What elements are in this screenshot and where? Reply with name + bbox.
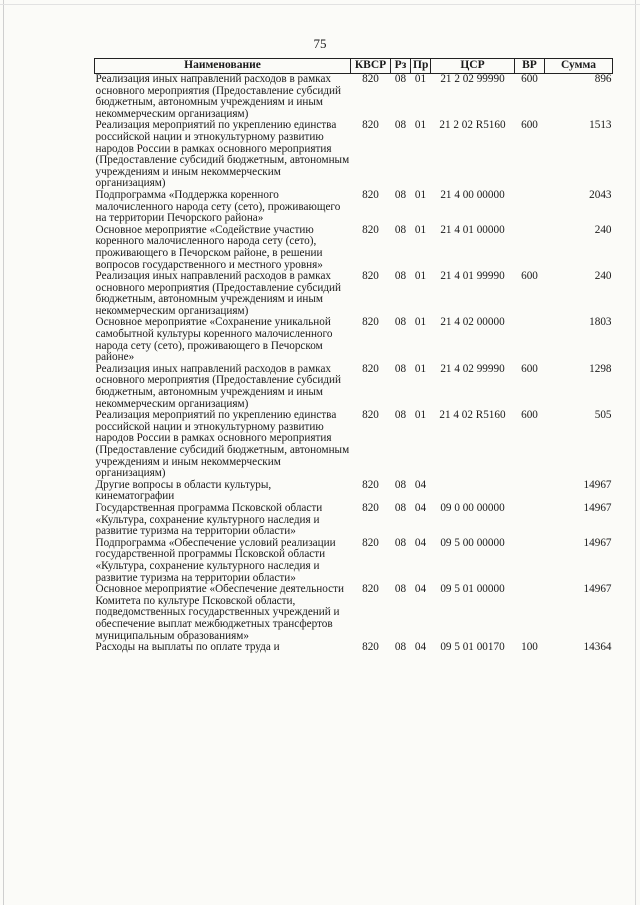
row-sum: 14967 (583, 536, 612, 549)
row-vr: 600 (521, 409, 538, 422)
row-kvsr: 820 (362, 409, 379, 422)
row-csr (431, 480, 515, 503)
row-pr: 01 (414, 73, 427, 85)
row-kvsr: 820 (362, 270, 379, 283)
row-pr: 01 (414, 270, 427, 283)
row-name: Подпрограмма «Поддержка коренного малочисленного народа сету (сето), проживающего на территории Печорского района» (95, 188, 341, 225)
row-pr: 04 (414, 536, 427, 549)
row-csr: 09 0 00 00000 (440, 501, 505, 514)
row-sum: 1298 (589, 362, 612, 375)
table-row (95, 503, 613, 538)
row-vr: 600 (521, 119, 538, 132)
row-csr: 09 5 01 00170 (440, 641, 505, 654)
row-csr: 21 4 02 R5160 (439, 409, 506, 422)
row-name: Реализация иных направлений расходов в рамках основного мероприятия (Предоставление субсидий бюджетным, автономным учреждениям и иным некоммерческим организациям) (95, 362, 341, 410)
row-pr: 04 (414, 478, 427, 491)
row-kvsr: 820 (362, 119, 379, 132)
scan-edge-right (635, 0, 636, 905)
row-sum: 896 (594, 73, 612, 85)
row-name: Расходы на выплаты по оплате труда и (95, 641, 280, 654)
row-csr: 09 5 01 00000 (440, 583, 505, 596)
table-row (95, 317, 613, 363)
table-row (95, 584, 613, 642)
row-rz: 08 (394, 362, 407, 375)
row-rz: 08 (394, 501, 407, 514)
row-rz: 08 (394, 409, 407, 422)
row-name: Подпрограмма «Обеспечение условий реализации государственной программы Псковской области «Культура, сохранение культурного наследия и развитие туризма на территории области» (95, 536, 336, 584)
row-vr (515, 480, 545, 503)
row-pr: 04 (414, 501, 427, 514)
table-row (95, 642, 613, 654)
table-row (95, 271, 613, 317)
row-kvsr: 820 (362, 478, 379, 491)
row-pr: 01 (414, 316, 427, 329)
row-pr: 01 (414, 409, 427, 422)
row-rz: 08 (394, 316, 407, 329)
row-pr: 01 (414, 362, 427, 375)
table-row (95, 410, 613, 480)
table-row (95, 74, 613, 121)
row-vr (515, 503, 545, 538)
table-row (95, 364, 613, 410)
row-rz: 08 (394, 536, 407, 549)
header-csr: ЦСР (431, 59, 515, 74)
row-csr: 21 4 01 99990 (440, 270, 505, 283)
table-row (95, 480, 613, 503)
row-vr: 600 (521, 362, 538, 375)
row-rz: 08 (394, 641, 407, 654)
row-kvsr: 820 (362, 223, 379, 236)
row-sum: 240 (594, 270, 612, 283)
row-name: Реализация мероприятий по укреплению единства российской нации и этнокультурному развитию народов России в рамках основного мероприятия (Предоставление субсидий бюджетным, автономным учреждениям и иным некоммерческим организациям) (95, 409, 350, 480)
row-name: Основное мероприятие «Содействие участию коренного малочисленного народа сету (сето), проживающего в Печорском районе, в решении вопросов государственного и местного уровня» (95, 223, 323, 271)
row-csr: 21 2 02 99990 (440, 73, 505, 85)
row-name: Основное мероприятие «Сохранение уникальной самобытной культуры коренного малочисленного народа сету (сето), проживающего в Печорском районе» (95, 316, 333, 364)
row-csr: 21 2 02 R5160 (439, 119, 506, 132)
row-kvsr: 820 (362, 536, 379, 549)
row-sum: 1513 (589, 119, 612, 132)
row-kvsr: 820 (362, 641, 379, 654)
table-row (95, 190, 613, 225)
row-sum: 240 (594, 223, 612, 236)
row-kvsr: 820 (362, 188, 379, 201)
row-kvsr: 820 (362, 73, 379, 85)
row-csr: 21 4 02 00000 (440, 316, 505, 329)
row-pr: 04 (414, 583, 427, 596)
row-kvsr: 820 (362, 362, 379, 375)
row-rz: 08 (394, 223, 407, 236)
row-sum: 14967 (583, 583, 612, 596)
row-pr: 01 (414, 188, 427, 201)
row-name: Основное мероприятие «Обеспечение деятельности Комитета по культуре Псковской области, подведомственных государственных учреждений и обеспечение выплат межбюджетных трансфертов муниципальным образованиям» (95, 583, 344, 642)
row-name: Государственная программа Псковской области «Культура, сохранение культурного наследия и развитие туризма на территории области» (95, 501, 323, 538)
scan-edge-top (0, 4, 640, 5)
row-pr: 01 (414, 119, 427, 132)
header-pr: Пр (411, 59, 431, 74)
row-sum: 14967 (583, 501, 612, 514)
row-csr: 09 5 00 00000 (440, 536, 505, 549)
table-row (95, 225, 613, 271)
row-vr: 600 (521, 73, 538, 85)
row-sum: 505 (594, 409, 612, 422)
row-vr: 600 (521, 270, 538, 283)
row-kvsr: 820 (362, 316, 379, 329)
row-pr: 01 (414, 223, 427, 236)
row-pr: 04 (414, 641, 427, 654)
scan-edge-left (3, 0, 4, 905)
row-vr (515, 538, 545, 584)
header-sum: Сумма (545, 59, 613, 74)
row-name: Другие вопросы в области культуры, кинематографии (95, 478, 272, 503)
row-rz: 08 (394, 270, 407, 283)
row-sum: 14967 (583, 478, 612, 491)
row-rz: 08 (394, 188, 407, 201)
row-csr: 21 4 00 00000 (440, 188, 505, 201)
page-number: 75 (313, 36, 327, 51)
row-csr: 21 4 01 00000 (440, 223, 505, 236)
row-name: Реализация иных направлений расходов в рамках основного мероприятия (Предоставление субсидий бюджетным, автономным учреждениям и иным некоммерческим организациям) (95, 73, 341, 120)
table-body (95, 74, 613, 654)
table-header (95, 59, 613, 74)
table-row (95, 120, 613, 190)
row-kvsr: 820 (362, 583, 379, 596)
row-rz: 08 (394, 478, 407, 491)
row-vr (515, 225, 545, 271)
table-row (95, 538, 613, 584)
row-name: Реализация иных направлений расходов в рамках основного мероприятия (Предоставление субсидий бюджетным, автономным учреждениям и иным некоммерческим организациям) (95, 270, 341, 317)
row-rz: 08 (394, 119, 407, 132)
row-vr: 100 (521, 641, 538, 654)
row-sum: 1803 (589, 316, 612, 329)
row-vr (515, 190, 545, 225)
row-kvsr: 820 (362, 501, 379, 514)
row-sum: 2043 (589, 188, 612, 201)
header-vr: ВР (515, 59, 545, 74)
row-vr (515, 317, 545, 363)
header-rz: Рз (391, 59, 411, 74)
budget-table (94, 58, 613, 654)
header-kvsr: КВСР (351, 59, 391, 74)
row-rz: 08 (394, 73, 407, 85)
row-csr: 21 4 02 99990 (440, 362, 505, 375)
row-sum: 14364 (583, 641, 612, 654)
row-vr (515, 584, 545, 642)
row-rz: 08 (394, 583, 407, 596)
header-name: Наименование (95, 59, 351, 74)
row-name: Реализация мероприятий по укреплению единства российской нации и этнокультурному развитию народов России в рамках основного мероприятия (Предоставление субсидий бюджетным, автономным учреждениям и иным некоммерческим организациям) (95, 119, 350, 190)
